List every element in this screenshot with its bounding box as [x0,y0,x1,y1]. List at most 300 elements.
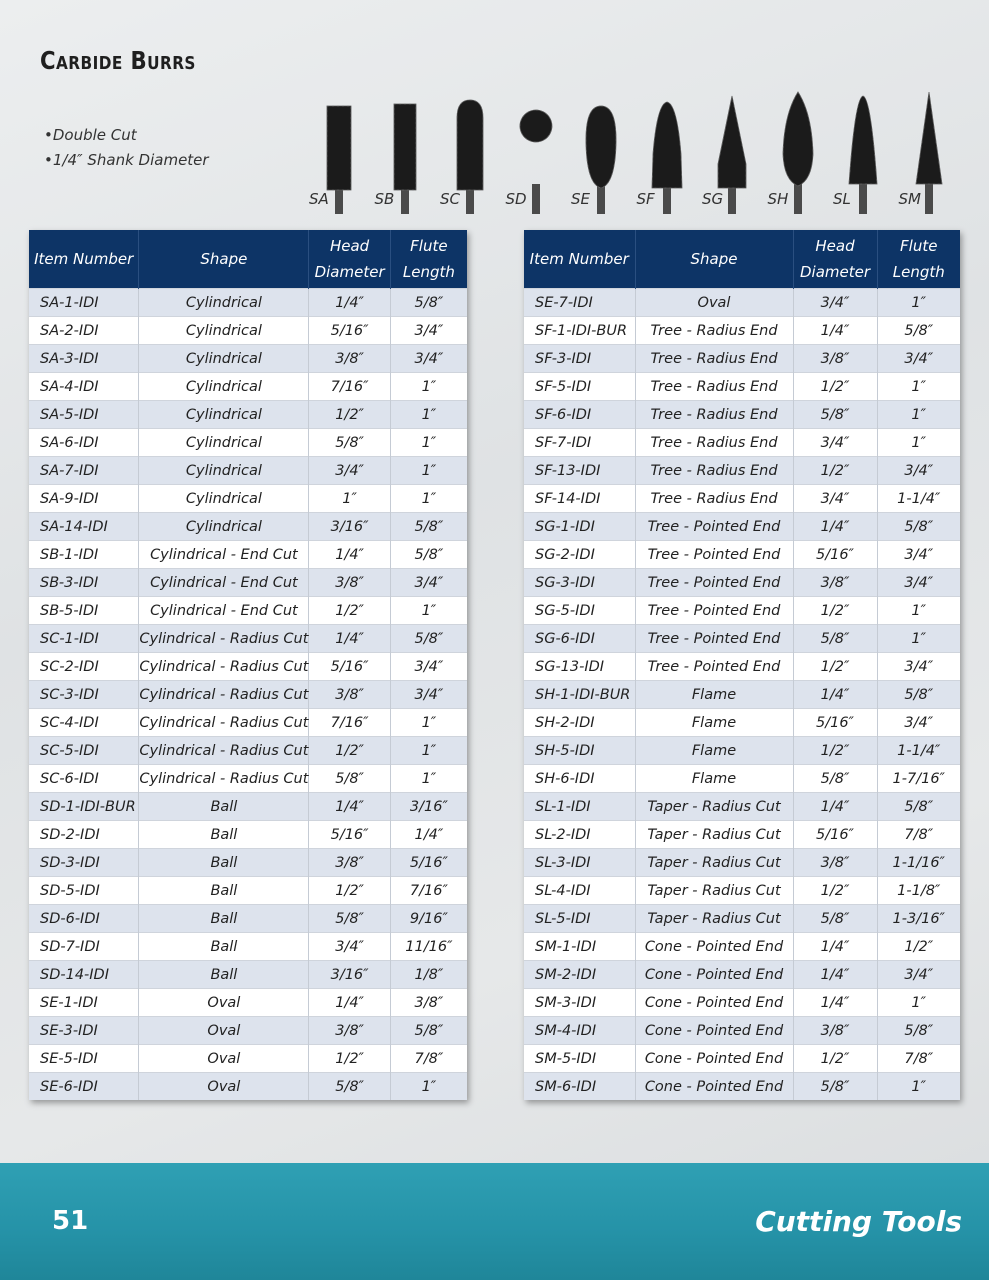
burr-sm [895,84,955,214]
header-flute-line1: Flute [410,237,448,255]
item-number-cell: SB-5-IDI [29,597,139,625]
flute-length-cell: 1″ [390,485,467,513]
table-row [29,793,467,821]
table-row [29,541,467,569]
flute-length-cell: 5/8″ [390,513,467,541]
table-row [524,289,960,317]
flute-length-cell: 3/4″ [877,709,960,737]
shape-cell: Cylindrical - End Cut [139,597,309,625]
flute-length-cell: 1-1/8″ [877,877,960,905]
head-diameter-cell: 5/8″ [793,1073,877,1101]
shape-cell: Tree - Radius End [635,429,793,457]
flute-length-cell: 3/4″ [877,541,960,569]
head-diameter-cell: 1/2″ [309,1045,390,1073]
item-number-cell: SF-7-IDI [524,429,635,457]
item-number-cell: SH-1-IDI-BUR [524,681,635,709]
shape-cell: Cone - Pointed End [635,1073,793,1101]
burr-sf [633,84,693,214]
table-row [524,933,960,961]
flute-length-cell: 3/4″ [390,681,467,709]
flute-length-cell: 3/4″ [877,457,960,485]
table-row [524,1017,960,1045]
item-number-cell: SE-1-IDI [29,989,139,1017]
flute-length-cell: 5/8″ [877,793,960,821]
shape-cell: Ball [139,877,309,905]
head-diameter-cell: 1/4″ [309,793,390,821]
item-number-cell: SG-1-IDI [524,513,635,541]
table-row [29,345,467,373]
flute-length-cell: 1″ [877,597,960,625]
head-diameter-cell: 1/4″ [309,541,390,569]
burr-sg [698,84,758,214]
flute-length-cell: 1-1/4″ [877,737,960,765]
table-row [524,653,960,681]
table-row [524,513,960,541]
head-diameter-cell: 3/8″ [309,569,390,597]
head-diameter-cell: 7/16″ [309,709,390,737]
shape-cell: Cylindrical [139,373,309,401]
table-row [29,1045,467,1073]
header-flute-line1: Flute [900,237,938,255]
flute-length-cell: 1-3/16″ [877,905,960,933]
shape-cell: Ball [139,905,309,933]
shape-cell: Taper - Radius Cut [635,793,793,821]
flute-length-cell: 1″ [877,429,960,457]
header-item-number: Item Number [29,230,139,289]
item-number-cell: SE-7-IDI [524,289,635,317]
flute-length-cell: 5/8″ [877,681,960,709]
burr-label: SA [309,190,329,208]
shape-cell: Oval [139,1073,309,1101]
shape-cell: Cone - Pointed End [635,1045,793,1073]
shape-cell: Flame [635,709,793,737]
table-row [29,849,467,877]
item-number-cell: SD-14-IDI [29,961,139,989]
shape-cell: Ball [139,933,309,961]
table-row [29,989,467,1017]
flute-length-cell: 5/8″ [877,1017,960,1045]
shape-cell: Oval [635,289,793,317]
table-row [29,765,467,793]
table-row [524,709,960,737]
feature-list [44,124,209,174]
item-number-cell: SA-1-IDI [29,289,139,317]
item-number-cell: SH-5-IDI [524,737,635,765]
shape-cell: Cylindrical - Radius Cut [139,737,309,765]
table-row [524,765,960,793]
item-number-cell: SF-3-IDI [524,345,635,373]
flute-length-cell: 3/8″ [390,989,467,1017]
head-diameter-cell: 5/16″ [793,541,877,569]
table-row [524,569,960,597]
burr-label: SL [833,190,851,208]
head-diameter-cell: 1/2″ [793,877,877,905]
head-diameter-cell: 3/4″ [793,429,877,457]
shape-cell: Cylindrical - Radius Cut [139,709,309,737]
flute-length-cell: 1/8″ [390,961,467,989]
item-number-cell: SM-4-IDI [524,1017,635,1045]
head-diameter-cell: 1/2″ [793,653,877,681]
shape-cell: Ball [139,961,309,989]
item-number-cell: SA-14-IDI [29,513,139,541]
table-row [29,597,467,625]
flute-length-cell: 5/8″ [390,1017,467,1045]
burr-label: SD [505,190,527,208]
burr-sc [436,84,496,214]
table-row [524,989,960,1017]
head-diameter-cell: 3/4″ [793,289,877,317]
head-diameter-cell: 3/16″ [309,961,390,989]
table-row [29,373,467,401]
head-diameter-cell: 7/16″ [309,373,390,401]
flute-length-cell: 11/16″ [390,933,467,961]
shape-cell: Cylindrical [139,289,309,317]
shape-cell: Tree - Radius End [635,317,793,345]
item-number-cell: SB-1-IDI [29,541,139,569]
flute-length-cell: 5/8″ [390,289,467,317]
shape-cell: Cylindrical [139,429,309,457]
item-number-cell: SH-6-IDI [524,765,635,793]
head-diameter-cell: 3/8″ [309,1017,390,1045]
item-number-cell: SF-1-IDI-BUR [524,317,635,345]
flute-length-cell: 3/4″ [877,569,960,597]
shape-cell: Cylindrical - Radius Cut [139,625,309,653]
head-diameter-cell: 1/2″ [309,597,390,625]
head-diameter-cell: 1/2″ [793,1045,877,1073]
shape-cell: Tree - Radius End [635,401,793,429]
head-diameter-cell: 1/4″ [309,989,390,1017]
table-header-row [29,230,467,289]
table-row [524,905,960,933]
burr-shapes-gallery [305,84,965,214]
shape-cell: Cone - Pointed End [635,961,793,989]
item-number-cell: SM-1-IDI [524,933,635,961]
table-row [524,317,960,345]
table-row [524,485,960,513]
header-flute-line2: Length [402,263,455,281]
item-number-cell: SD-6-IDI [29,905,139,933]
burr-sh [764,84,824,214]
flute-length-cell: 3/4″ [390,653,467,681]
shape-cell: Flame [635,765,793,793]
head-diameter-cell: 5/8″ [309,905,390,933]
table-row [29,317,467,345]
flute-length-cell: 1/2″ [877,933,960,961]
table-row [524,1045,960,1073]
shape-cell: Taper - Radius Cut [635,905,793,933]
flute-length-cell: 1-1/4″ [877,485,960,513]
shape-cell: Cone - Pointed End [635,989,793,1017]
item-number-cell: SA-5-IDI [29,401,139,429]
shape-cell: Tree - Pointed End [635,597,793,625]
item-number-cell: SF-14-IDI [524,485,635,513]
shape-cell: Tree - Radius End [635,457,793,485]
flute-length-cell: 1″ [877,289,960,317]
head-diameter-cell: 3/4″ [309,933,390,961]
header-shape: Shape [635,230,793,289]
burr-sd [502,84,562,214]
shape-cell: Cone - Pointed End [635,933,793,961]
header-head-line2: Diameter [314,263,385,281]
table-row [524,961,960,989]
shape-cell: Oval [139,1017,309,1045]
table-row [524,373,960,401]
head-diameter-cell: 1/2″ [793,597,877,625]
item-number-cell: SD-7-IDI [29,933,139,961]
item-number-cell: SL-2-IDI [524,821,635,849]
item-number-cell: SM-5-IDI [524,1045,635,1073]
flute-length-cell: 7/8″ [390,1045,467,1073]
flute-length-cell: 1″ [390,597,467,625]
head-diameter-cell: 5/16″ [309,317,390,345]
table-row [29,905,467,933]
shape-cell: Cylindrical [139,457,309,485]
burr-label: SG [702,190,724,208]
table-row [524,597,960,625]
item-number-cell: SE-3-IDI [29,1017,139,1045]
shape-cell: Flame [635,681,793,709]
table-row [524,821,960,849]
flute-length-cell: 1″ [390,457,467,485]
item-number-cell: SE-5-IDI [29,1045,139,1073]
table-row [29,709,467,737]
burr-spec-table-right [524,230,960,1100]
item-number-cell: SC-3-IDI [29,681,139,709]
head-diameter-cell: 5/8″ [793,765,877,793]
head-diameter-cell: 1/2″ [793,737,877,765]
head-diameter-cell: 3/8″ [309,681,390,709]
flute-length-cell: 1″ [390,401,467,429]
head-diameter-cell: 3/8″ [309,345,390,373]
table-row [524,457,960,485]
head-diameter-cell: 1/2″ [309,401,390,429]
item-number-cell: SF-6-IDI [524,401,635,429]
head-diameter-cell: 5/8″ [793,905,877,933]
shape-cell: Ball [139,793,309,821]
head-diameter-cell: 3/8″ [793,345,877,373]
item-number-cell: SA-7-IDI [29,457,139,485]
head-diameter-cell: 5/16″ [793,709,877,737]
flute-length-cell: 3/4″ [390,569,467,597]
item-number-cell: SB-3-IDI [29,569,139,597]
table-row [524,401,960,429]
header-flute-length [877,230,960,289]
header-head-line1: Head [815,237,855,255]
table-row [29,401,467,429]
shape-cell: Tree - Pointed End [635,569,793,597]
item-number-cell: SG-5-IDI [524,597,635,625]
shape-cell: Tree - Pointed End [635,653,793,681]
table-row [524,877,960,905]
head-diameter-cell: 1/4″ [793,681,877,709]
header-flute-length [390,230,467,289]
head-diameter-cell: 3/8″ [309,849,390,877]
flute-length-cell: 3/4″ [390,345,467,373]
item-number-cell: SC-1-IDI [29,625,139,653]
flute-length-cell: 1″ [390,737,467,765]
table-row [524,1073,960,1101]
shape-cell: Oval [139,989,309,1017]
flute-length-cell: 3/4″ [877,653,960,681]
header-shape: Shape [139,230,309,289]
flute-length-cell: 1″ [877,373,960,401]
burr-label: SE [571,190,590,208]
head-diameter-cell: 3/4″ [309,457,390,485]
head-diameter-cell: 1/4″ [309,289,390,317]
table-row [524,793,960,821]
shape-cell: Cylindrical - Radius Cut [139,765,309,793]
item-number-cell: SL-1-IDI [524,793,635,821]
shape-cell: Tree - Pointed End [635,513,793,541]
shape-cell: Cylindrical [139,401,309,429]
shape-cell: Taper - Radius Cut [635,877,793,905]
flute-length-cell: 1″ [390,373,467,401]
flute-length-cell: 1″ [877,401,960,429]
shape-cell: Oval [139,1045,309,1073]
table-row [524,737,960,765]
shape-cell: Tree - Pointed End [635,541,793,569]
flute-length-cell: 3/16″ [390,793,467,821]
item-number-cell: SL-3-IDI [524,849,635,877]
burr-label: SC [440,190,460,208]
head-diameter-cell: 5/16″ [793,821,877,849]
burr-label: SM [898,190,921,208]
table-row [524,541,960,569]
table-row [524,849,960,877]
item-number-cell: SA-3-IDI [29,345,139,373]
flute-length-cell: 1-7/16″ [877,765,960,793]
item-number-cell: SC-4-IDI [29,709,139,737]
shape-cell: Tree - Radius End [635,345,793,373]
flute-length-cell: 1″ [390,709,467,737]
flute-length-cell: 7/8″ [877,1045,960,1073]
table-row [524,429,960,457]
shape-cell: Taper - Radius Cut [635,849,793,877]
flute-length-cell: 1″ [877,625,960,653]
head-diameter-cell: 1/2″ [309,877,390,905]
item-number-cell: SC-5-IDI [29,737,139,765]
burr-spec-table-left [29,230,467,1100]
flute-length-cell: 3/4″ [877,961,960,989]
item-number-cell: SG-13-IDI [524,653,635,681]
table-row [29,513,467,541]
shape-cell: Cone - Pointed End [635,1017,793,1045]
flute-length-cell: 9/16″ [390,905,467,933]
item-number-cell: SD-3-IDI [29,849,139,877]
table-row [29,569,467,597]
head-diameter-cell: 3/8″ [793,1017,877,1045]
item-number-cell: SD-2-IDI [29,821,139,849]
table-row [29,961,467,989]
shape-cell: Cylindrical - Radius Cut [139,681,309,709]
shape-cell: Ball [139,849,309,877]
shape-cell: Tree - Radius End [635,485,793,513]
item-number-cell: SA-6-IDI [29,429,139,457]
head-diameter-cell: 1/4″ [309,625,390,653]
item-number-cell: SD-5-IDI [29,877,139,905]
head-diameter-cell: 5/8″ [309,429,390,457]
burr-se [567,84,627,214]
table-row [29,821,467,849]
burr-sb [371,84,431,214]
head-diameter-cell: 3/4″ [793,485,877,513]
header-flute-line2: Length [892,263,945,281]
shape-cell: Cylindrical [139,345,309,373]
flute-length-cell: 1″ [390,429,467,457]
flute-length-cell: 7/8″ [877,821,960,849]
head-diameter-cell: 3/16″ [309,513,390,541]
shape-cell: Tree - Pointed End [635,625,793,653]
head-diameter-cell: 1/4″ [793,793,877,821]
shape-cell: Cylindrical [139,317,309,345]
item-number-cell: SE-6-IDI [29,1073,139,1101]
header-head-line2: Diameter [799,263,871,281]
flute-length-cell: 7/16″ [390,877,467,905]
header-head-line1: Head [329,237,370,255]
item-number-cell: SD-1-IDI-BUR [29,793,139,821]
shape-cell: Cylindrical - Radius Cut [139,653,309,681]
table-row [29,457,467,485]
head-diameter-cell: 5/8″ [793,401,877,429]
table-row [29,429,467,457]
head-diameter-cell: 3/8″ [793,569,877,597]
flute-length-cell: 5/16″ [390,849,467,877]
item-number-cell: SA-9-IDI [29,485,139,513]
table-row [29,625,467,653]
header-head-diameter [793,230,877,289]
item-number-cell: SM-6-IDI [524,1073,635,1101]
shape-cell: Flame [635,737,793,765]
flute-length-cell: 5/8″ [390,625,467,653]
burr-label: SH [767,190,789,208]
burr-label: SB [374,190,395,208]
head-diameter-cell: 1/2″ [793,373,877,401]
table-row [29,653,467,681]
table-row [29,681,467,709]
header-head-diameter [309,230,390,289]
head-diameter-cell: 1/4″ [793,317,877,345]
head-diameter-cell: 5/8″ [793,625,877,653]
item-number-cell: SA-2-IDI [29,317,139,345]
table-row [524,681,960,709]
item-number-cell: SL-4-IDI [524,877,635,905]
item-number-cell: SH-2-IDI [524,709,635,737]
flute-length-cell: 5/8″ [877,317,960,345]
shape-cell: Cylindrical - End Cut [139,541,309,569]
section-title: Cutting Tools [755,1205,962,1238]
feature-item: • 1/4″ Shank Diameter [44,149,209,174]
flute-length-cell: 1″ [390,765,467,793]
shape-cell: Cylindrical [139,513,309,541]
head-diameter-cell: 5/8″ [309,1073,390,1101]
head-diameter-cell: 5/16″ [309,821,390,849]
table-row [29,485,467,513]
head-diameter-cell: 1/2″ [309,737,390,765]
shape-cell: Ball [139,821,309,849]
page-number: 51 [52,1206,89,1236]
head-diameter-cell: 1/4″ [793,513,877,541]
flute-length-cell: 1-1/16″ [877,849,960,877]
head-diameter-cell: 1″ [309,485,390,513]
table-row [29,737,467,765]
item-number-cell: SM-3-IDI [524,989,635,1017]
item-number-cell: SG-2-IDI [524,541,635,569]
flute-length-cell: 3/4″ [390,317,467,345]
burr-sa [305,84,365,214]
flute-length-cell: 1/4″ [390,821,467,849]
item-number-cell: SC-2-IDI [29,653,139,681]
table-row [29,877,467,905]
